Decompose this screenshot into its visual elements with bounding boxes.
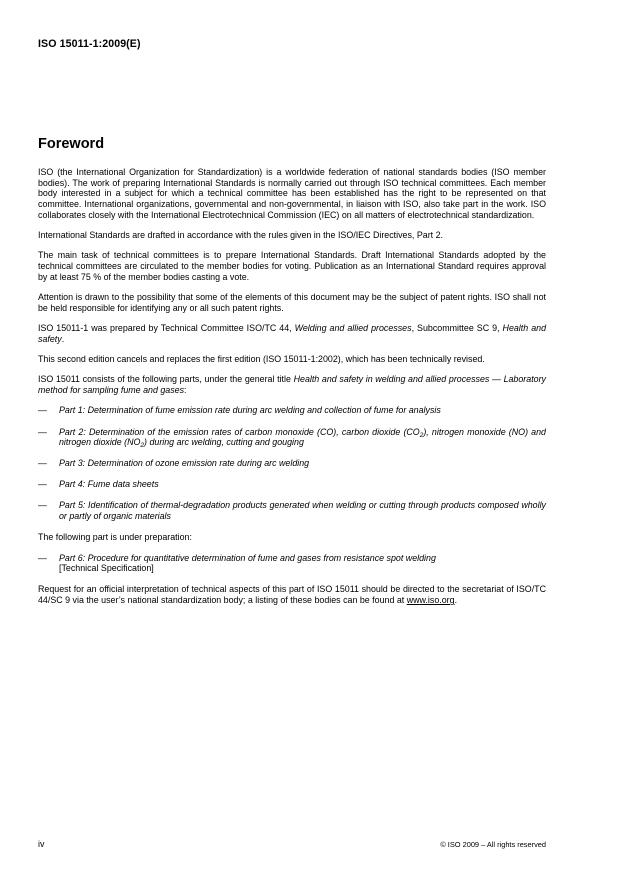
document-id: ISO 15011-1:2009(E) [38,38,141,50]
list-item [38,479,546,490]
list-item [38,427,546,448]
paragraph-technical-committees: The main task of technical committees is to prepare International Standards. Draft International Standards adopted by the technical committees are circulated to the member bodies for voting. Publication as an International Standard requires approval by at least 75 % of the member bodies casting a vote. [38,250,546,282]
list-item [38,500,546,521]
dash-bullet: — [38,426,47,437]
foreword-body [38,167,546,615]
part-2: Part 2: Determination of the emission rates of carbon monoxide (CO), carbon dioxide $(CO_2)$, nitrogen monoxide (NO) and nitrogen dioxide $(NO_2)$ during arc welding, cutting and gouging [59,426,546,450]
paragraph-patent: Attention is drawn to the possibility that some of the elements of this document may be the subject of patent rights. ISO shall not be held responsible for identifying any or all such patent rights. [38,292,546,313]
page-title: Foreword [38,136,105,152]
dash-bullet: — [38,405,47,416]
dash-bullet: — [38,458,47,469]
paragraph-parts-intro: ISO 15011 consists of the following parts, under the general title Health and safety in welding and allied processes — Laboratory method for sampling fume and gases: [38,374,546,396]
part-1: Part 1: Determination of fume emission rate during arc welding and collection of fume for analysis [59,405,441,416]
copyright-notice: © ISO 2009 – All rights reserved [440,840,546,849]
paragraph-prepared-by: ISO 15011-1 was prepared by Technical Committee ISO/TC 44, Welding and allied processes, Subcommittee SC 9, Health and safety. [38,323,547,344]
iso-website-link[interactable]: www.iso.org [406,595,455,606]
dash-bullet: — [38,479,47,490]
list-item [38,458,546,469]
page-number: iv [38,839,45,849]
dash-bullet: — [38,500,47,511]
dash-bullet: — [38,552,47,563]
list-item [38,553,546,574]
paragraph-iso-intro: ISO (the International Organization for Standardization) is a worldwide federation of national standards bodies (ISO member bodies). The work of preparing International Standards is normally carried out through ISO technical committees. Each member body interested in a subject for which a technical committee has been established has the right to be represented on that committee. International organizations, governmental and non-governmental, in liaison with ISO, also take part in the work. ISO collaborates closely with the International Electrotechnical Commission (IEC) on all matters of electrotechnical standardization. [38,167,546,220]
paragraph-under-preparation: The following part is under preparation: [38,532,192,543]
part-6: Part 6: Procedure for quantitative determination of fume and gases from resistance spot welding [Technical Specification] [59,552,436,574]
part-3: Part 3: Determination of ozone emission rate during arc welding [59,458,310,469]
part-4: Part 4: Fume data sheets [59,479,159,490]
part-5: Part 5: Identification of thermal-degradation products generated when welding or cutting through products composed wholly or partly of organic materials [59,500,546,522]
list-item [38,405,546,416]
paragraph-interpretation: Request for an official interpretation of technical aspects of this part of ISO 15011 should be directed to the secretariat of ISO/TC 44/SC 9 via the user’s national standardization body; a listing of these bodies can be found at www.iso.org. [38,584,546,606]
paragraph-directives: International Standards are drafted in accordance with the rules given in the ISO/IEC Directives, Part 2. [38,230,444,241]
paragraph-edition: This second edition cancels and replaces the first edition (ISO 15011-1:2002), which has been technically revised. [38,354,485,365]
